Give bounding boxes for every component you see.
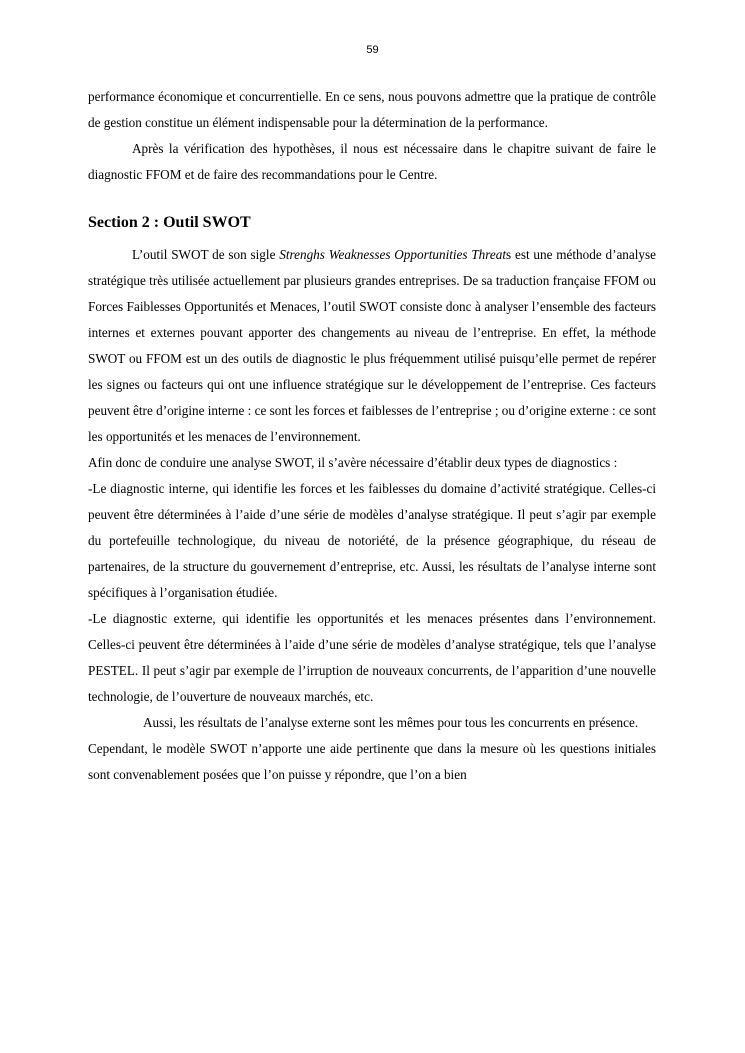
section-title: Section 2 : Outil SWOT xyxy=(88,214,251,231)
paragraph-hypotheses: Après la vérification des hypothèses, il nous est nécessaire dans le chapitre suivant de faire le diagnostic FFOM et de faire des recommandations pour le Centre. xyxy=(88,141,656,182)
paragraph-performance: performance économique et concurrentielle. En ce sens, nous pouvons admettre que la pratique de contrôle de gestion constitue un élément indispensable pour la détermination de la performance. xyxy=(88,89,656,130)
paragraph-diagnostic-types: Afin donc de conduire une analyse SWOT, il s’avère nécessaire d’établir deux types de diagnostics : xyxy=(88,455,618,470)
paragraph-external-diagnostic: -Le diagnostic externe, qui identifie les opportunités et les menaces présentes dans l’environnement. Celles-ci peuvent être déterminées à l’aide d’une série de modèles d’analyse stratégique, tels que l’analyse PESTEL. Il peut s’agir par exemple de l’irruption de nouveaux concurrents, de l’apparition d’une nouvelle technologie, de l’ouverture de nouveaux marchés, etc. xyxy=(88,611,656,704)
paragraph-internal-diagnostic: -Le diagnostic interne, qui identifie les forces et les faiblesses du domaine d’activité stratégique. Celles-ci peuvent être déterminées à l’aide d’une série de modèles d’analyse stratégique. Il peut s’agir par exemple du portefeuille technologique, du niveau de notoriété, de la présence géographique, du réseau de partenaires, de la structure du gouvernement d’entreprise, etc. Aussi, les résultats de l’analyse interne sont spécifiques à l’organisation étudiée. xyxy=(88,481,656,600)
swot-intro-rest: s est une méthode d’analyse stratégique très utilisée actuellement par plusieurs grandes entreprises. De sa traduction française FFOM ou Forces Faiblesses Opportunités et Menaces, l’outil SWOT consiste donc à analyser l’ensemble des facteurs internes et externes pouvant apporter des changements au niveau de l’entreprise. En effet, la méthode SWOT ou FFOM est un des outils de diagnostic le plus fréquemment utilisé puisqu’elle permet de repérer les signes ou facteurs qui ont une influence stratégique sur le développement de l’entreprise. Ces facteurs peuvent être d’origine interne : ce sont les forces et faiblesses de l’entreprise ; ou d’origine externe : ce sont les opportunités et les menaces de l’environnement. xyxy=(88,247,656,444)
paragraph-cependant: Cependant, le modèle SWOT n’apporte une aide pertinente que dans la mesure où les questions initiales sont convenablement posées que l’on puisse y répondre, que l’on a bien xyxy=(88,741,656,782)
swot-intro-start: L’outil SWOT de son sigle xyxy=(132,247,280,262)
paragraph-external-results: Aussi, les résultats de l’analyse externe sont les mêmes pour tous les concurrents en présence. xyxy=(143,715,639,730)
page-number: 59 xyxy=(366,44,379,56)
paragraph-swot-intro xyxy=(88,242,656,450)
swot-acronym-italic: Strenghs Weaknesses Opportunities Threat xyxy=(279,247,507,262)
body-text xyxy=(88,84,656,788)
